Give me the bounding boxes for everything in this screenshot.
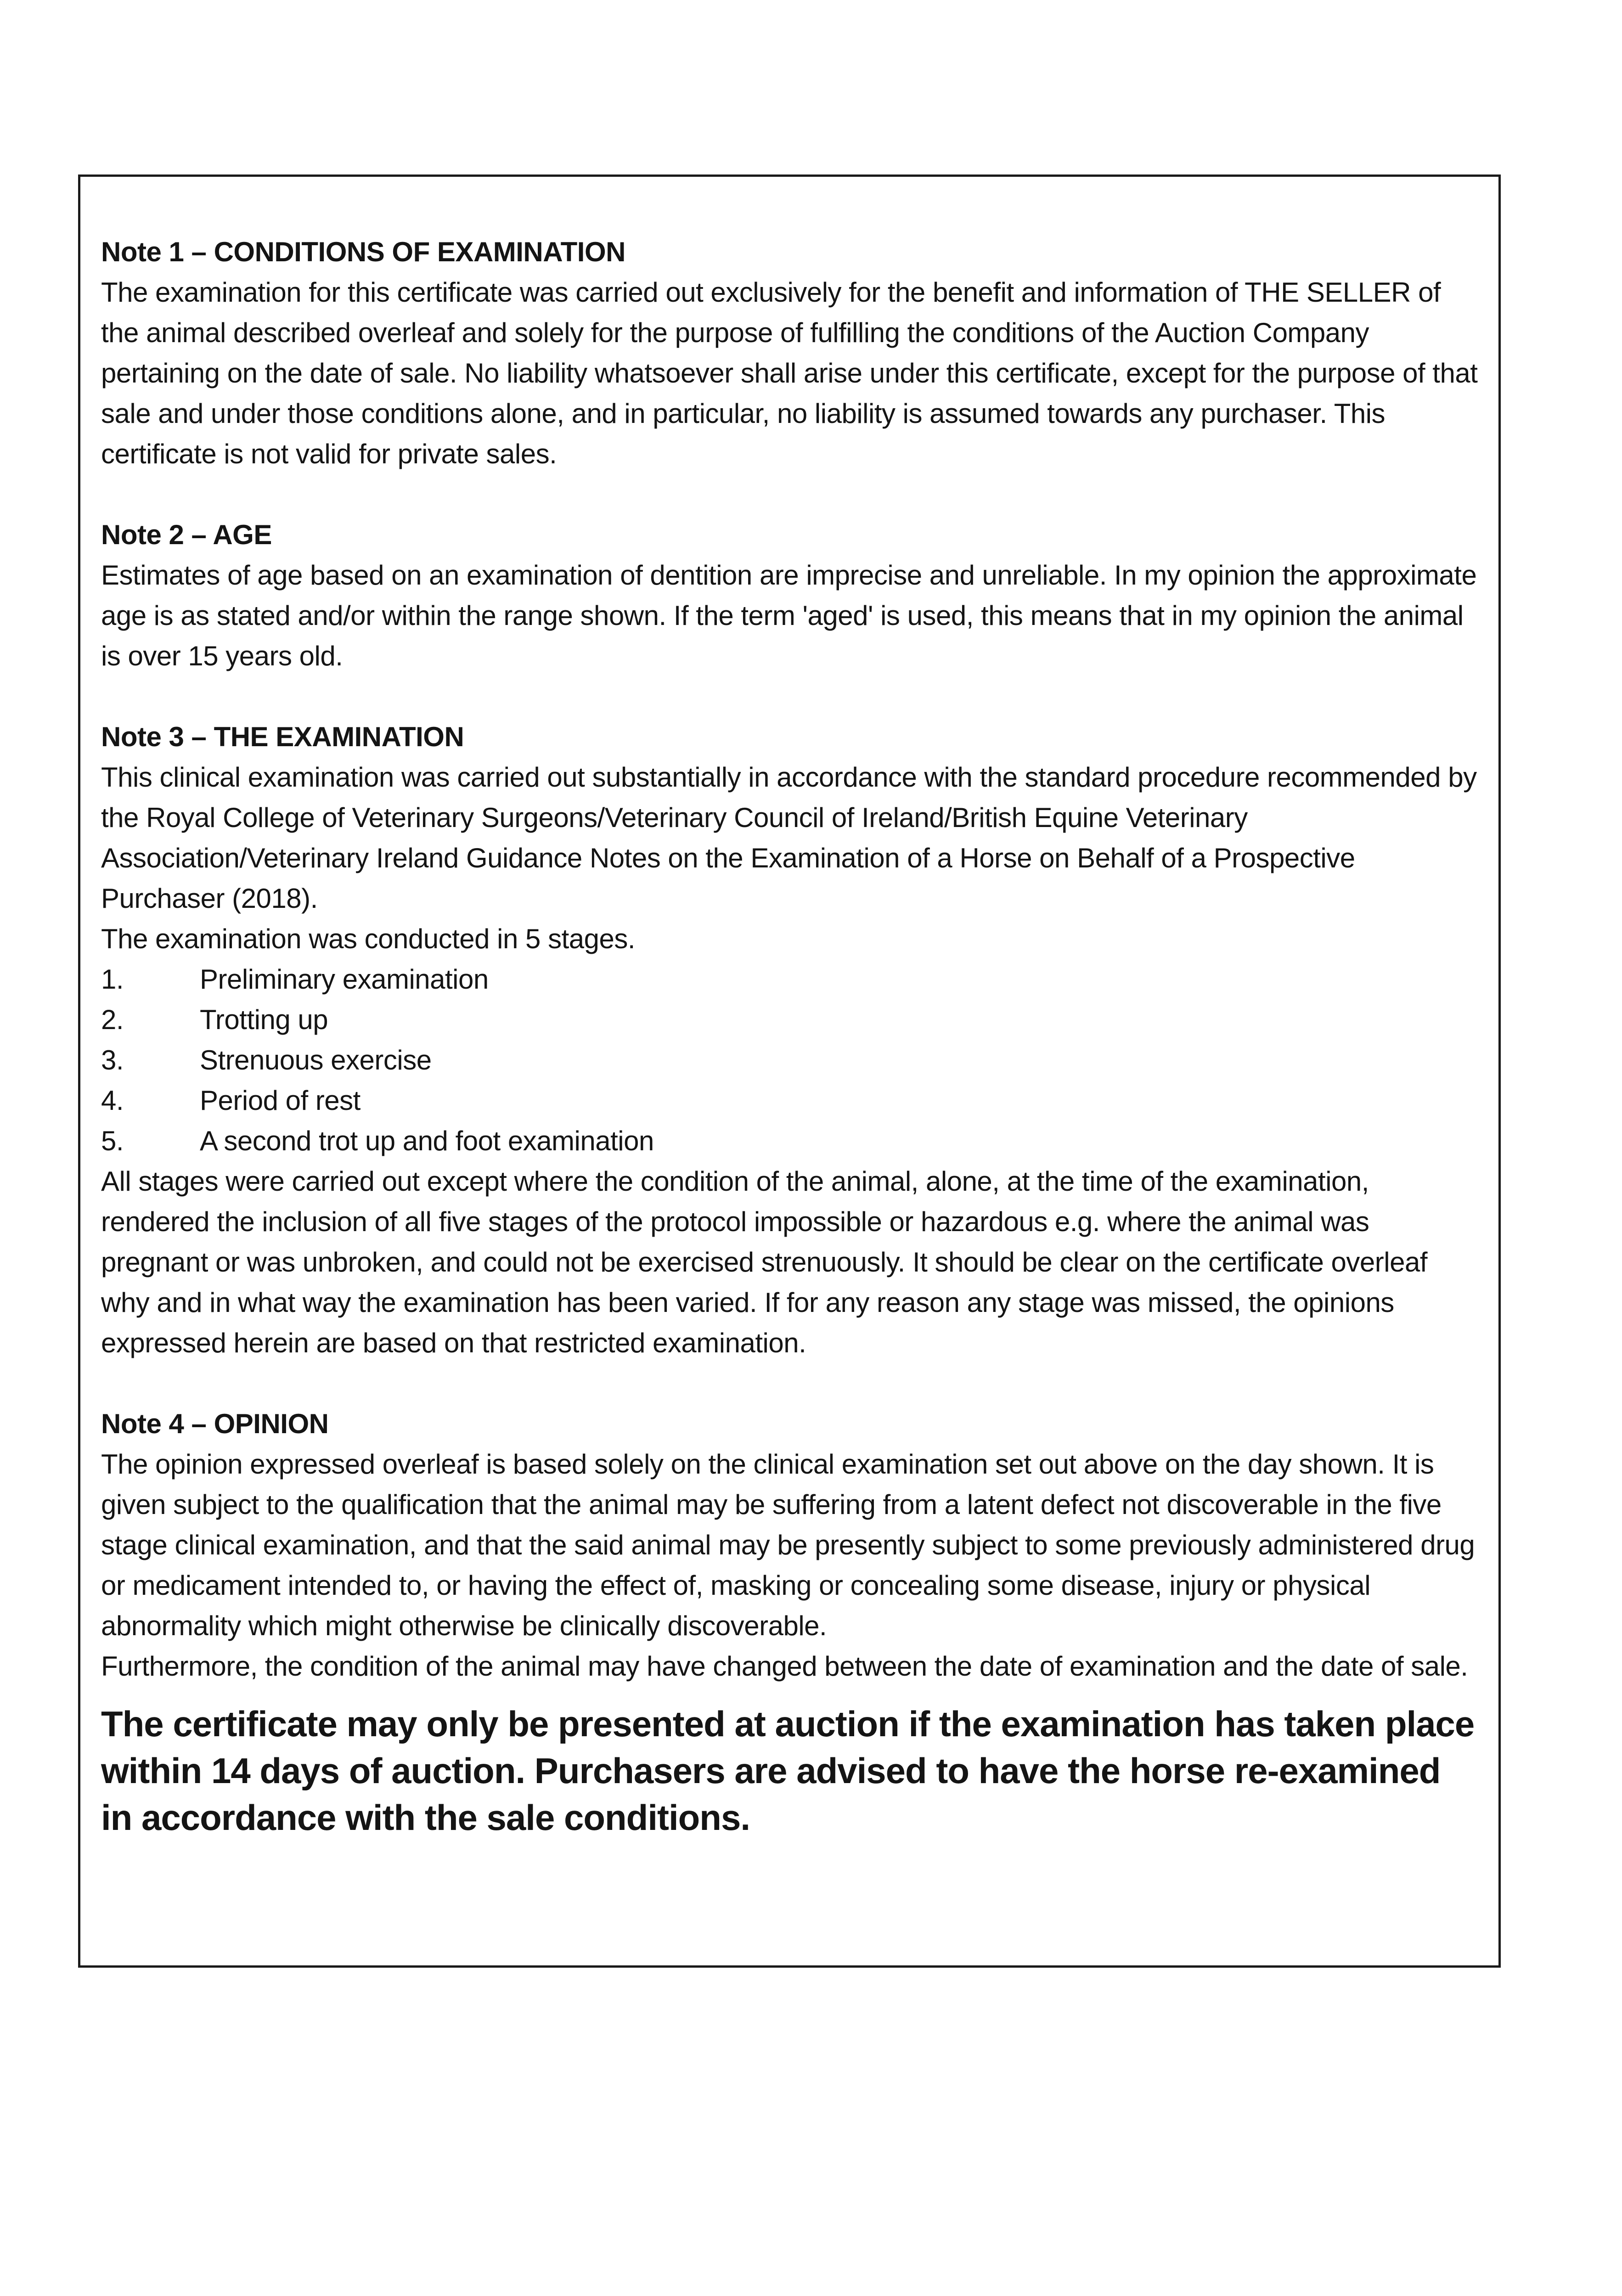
note-the-examination [101, 717, 1480, 1363]
notes-content [101, 232, 1480, 1877]
stages-list [101, 959, 1480, 1161]
note-paragraph: The examination for this certificate was carried out exclusively for the benefit and information of THE SELLER of the animal described overleaf and solely for the purpose of fulfilling the conditions of the Auction Company pertaining on the date of sale. No liability whatsoever shall arise under this certificate, except for the purpose of that sale and under those conditions alone, and in particular, no liability is assumed towards any purchaser. This certificate is not valid for private sales. [101, 277, 1478, 469]
stage-item [101, 1080, 1480, 1121]
stage-item [101, 1040, 1480, 1080]
stage-number: 5. [101, 1125, 124, 1156]
final-statement: The certificate may only be presented at auction if the examination has taken place within 14 days of auction. Purchasers are advised to have the horse re-examined in accordance with the sale conditions. [101, 1704, 1475, 1838]
stage-number: 3. [101, 1045, 124, 1075]
note-paragraph: This clinical examination was carried out substantially in accordance with the standard procedure recommended by the Royal College of Veterinary Surgeons/Veterinary Council of Ireland/British Equine Veterinary Association/Veterinary Ireland Guidance Notes on the Examination of a Horse on Behalf of a Prospective Purchaser (2018). [101, 762, 1477, 914]
stage-number: 2. [101, 1004, 124, 1035]
note-conditions-of-examination [101, 232, 1480, 474]
stage-label: Period of rest [200, 1085, 360, 1116]
stage-item [101, 1121, 1480, 1161]
note-age [101, 515, 1480, 676]
stage-item [101, 1000, 1480, 1040]
stage-number: 1. [101, 964, 124, 995]
note-paragraph: The examination was conducted in 5 stages. [101, 923, 636, 954]
stage-label: Preliminary examination [200, 964, 489, 995]
stage-item [101, 959, 1480, 1000]
stage-number: 4. [101, 1085, 124, 1116]
note-title: Note 4 – OPINION [101, 1408, 329, 1439]
note-title: Note 3 – THE EXAMINATION [101, 721, 464, 752]
stage-label: A second trot up and foot examination [200, 1125, 654, 1156]
note-paragraph: All stages were carried out except where the condition of the animal, alone, at the time of the examination, rendered the inclusion of all five stages of the protocol impossible or hazardous e.g. where the animal was pregnant or was unbroken, and could not be exercised strenuously. It should be clear on the certificate overleaf why and in what way the examination has been varied. If for any reason any stage was missed, the opinions expressed herein are based on that restricted examination. [101, 1166, 1427, 1358]
note-title: Note 2 – AGE [101, 519, 272, 550]
stage-label: Trotting up [200, 1004, 328, 1035]
stage-label: Strenuous exercise [200, 1045, 432, 1075]
notes-box [78, 174, 1501, 1968]
note-title: Note 1 – CONDITIONS OF EXAMINATION [101, 236, 625, 267]
note-paragraph: The opinion expressed overleaf is based solely on the clinical examination set out above on the day shown. It is given subject to the qualification that the animal may be suffering from a latent defect not discoverable in the five stage clinical examination, and that the said animal may be presently subject to some previously administered drug or medicament intended to, or having the effect of, masking or concealing some disease, injury or physical abnormality which might otherwise be clinically discoverable. [101, 1449, 1475, 1641]
note-opinion [101, 1404, 1480, 1687]
note-paragraph: Furthermore, the condition of the animal may have changed between the date of examination and the date of sale. [101, 1651, 1468, 1682]
note-paragraph: Estimates of age based on an examination of dentition are imprecise and unreliable. In my opinion the approximate age is as stated and/or within the range shown. If the term 'aged' is used, this means that in my opinion the animal is over 15 years old. [101, 560, 1477, 671]
